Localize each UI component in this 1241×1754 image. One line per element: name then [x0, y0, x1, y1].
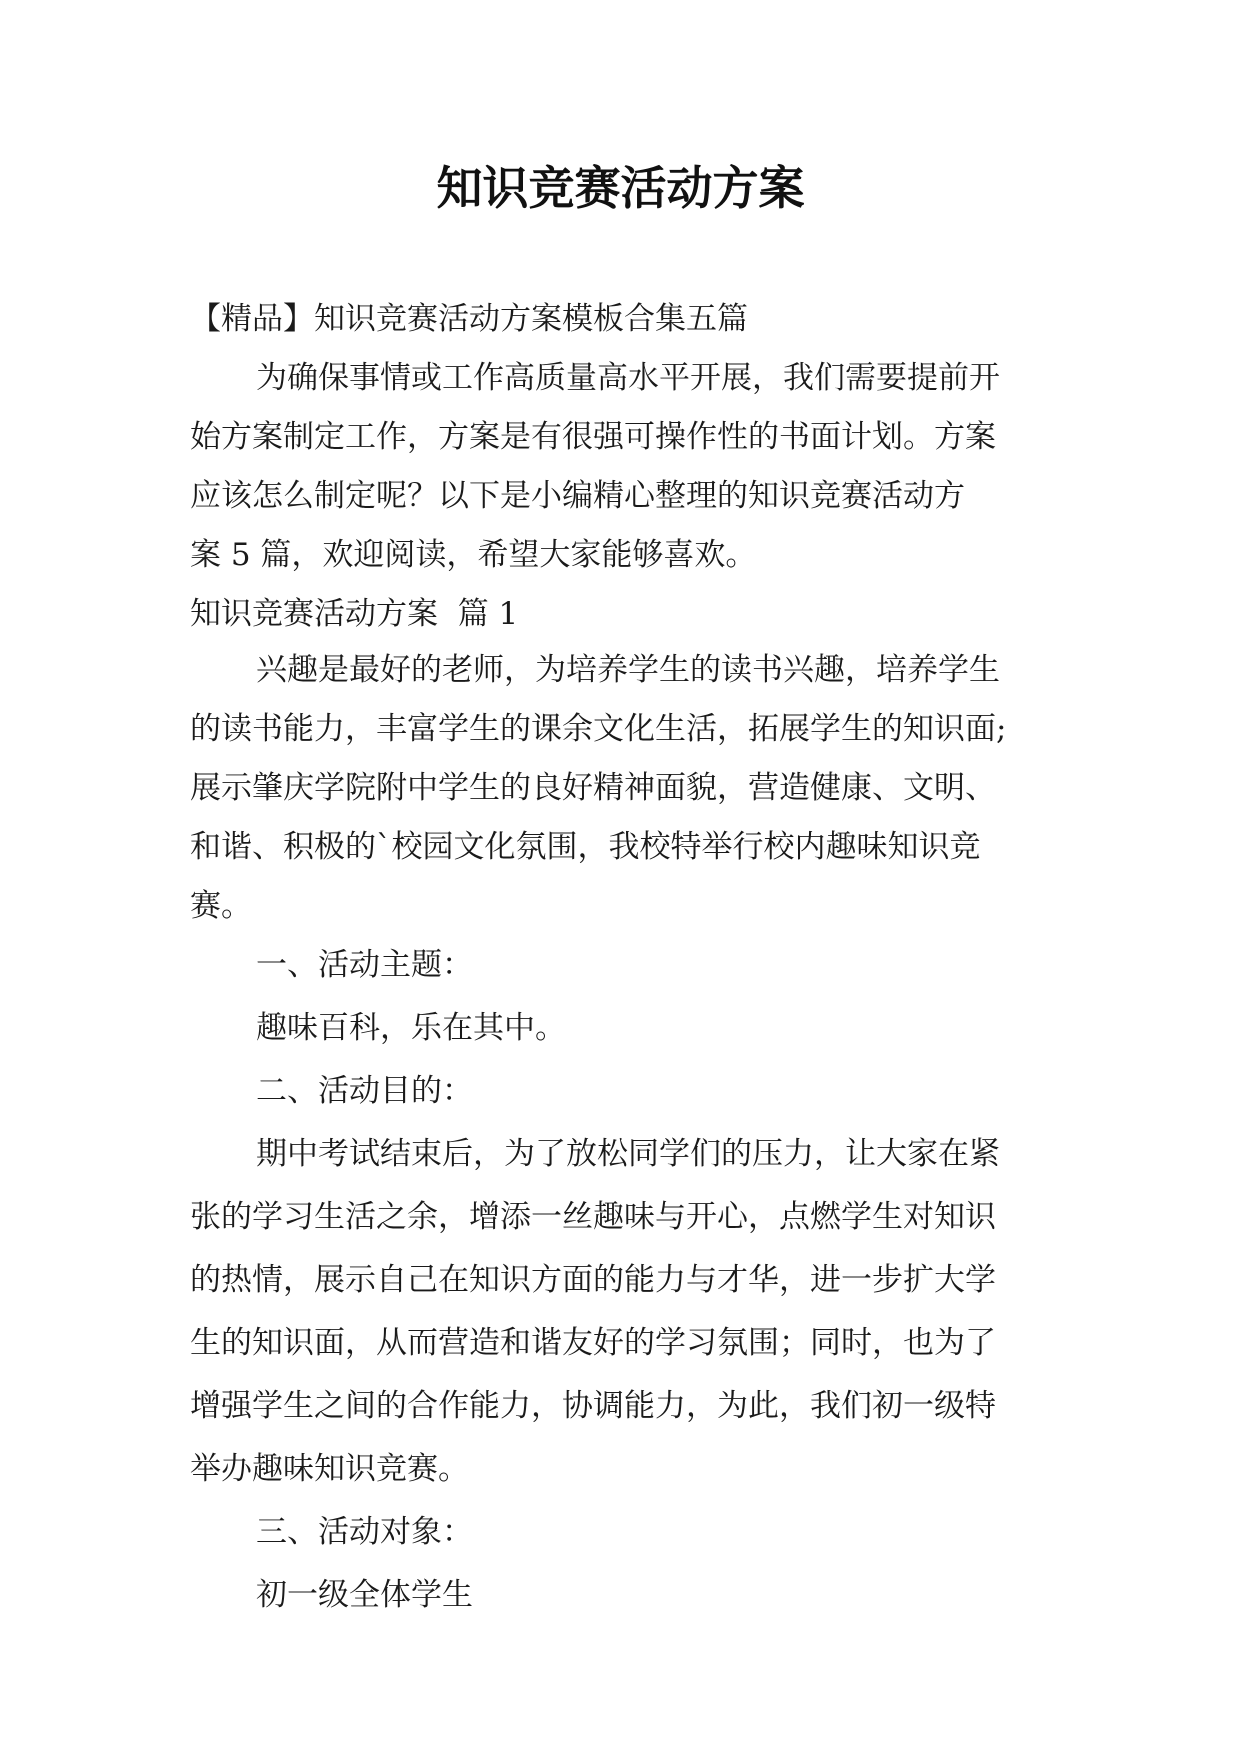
paragraph-line: 张的学习生活之余，增添一丝趣味与开心，点燃学生对知识	[190, 1199, 996, 1235]
document-title: 知识竞赛活动方案	[436, 161, 805, 215]
paragraph-line: 应该怎么制定呢？以下是小编精心整理的知识竞赛活动方	[190, 478, 965, 514]
intro-heading: 【精品】知识竞赛活动方案模板合集五篇	[190, 301, 748, 337]
paragraph-line: 的读书能力，丰富学生的课余文化生活，拓展学生的知识面;	[190, 711, 1007, 747]
paragraph-line: 赛。	[190, 888, 252, 924]
paragraph-line: 兴趣是最好的老师，为培养学生的读书兴趣，培养学生	[256, 652, 1000, 688]
subsection-heading: 三、活动对象：	[256, 1514, 473, 1550]
paragraph-line: 增强学生之间的合作能力，协调能力，为此，我们初一级特	[190, 1388, 996, 1424]
paragraph-line: 初一级全体学生	[256, 1577, 473, 1613]
paragraph-line: 始方案制定工作，方案是有很强可操作性的书面计划。方案	[190, 419, 996, 455]
subsection-heading: 一、活动主题：	[256, 947, 473, 983]
subsection-heading: 二、活动目的：	[256, 1073, 473, 1109]
paragraph-line: 为确保事情或工作高质量高水平开展，我们需要提前开	[256, 360, 1000, 396]
paragraph-line: 举办趣味知识竞赛。	[190, 1451, 469, 1487]
paragraph-line: 趣味百科，乐在其中。	[256, 1010, 566, 1046]
document-body	[190, 290, 1060, 1629]
section-heading: 知识竞赛活动方案 篇 1	[190, 596, 519, 632]
paragraph-line: 期中考试结束后，为了放松同学们的压力，让大家在紧	[256, 1136, 1000, 1172]
paragraph-line: 生的知识面，从而营造和谐友好的学习氛围；同时，也为了	[190, 1325, 996, 1361]
paragraph-line: 的热情，展示自己在知识方面的能力与才华，进一步扩大学	[190, 1262, 996, 1298]
paragraph-line: 和谐、积极的`校园文化氛围，我校特举行校内趣味知识竞	[190, 829, 981, 865]
paragraph-line: 展示肇庆学院附中学生的良好精神面貌，营造健康、文明、	[190, 770, 996, 806]
paragraph-line: 案 5 篇，欢迎阅读，希望大家能够喜欢。	[190, 537, 757, 573]
